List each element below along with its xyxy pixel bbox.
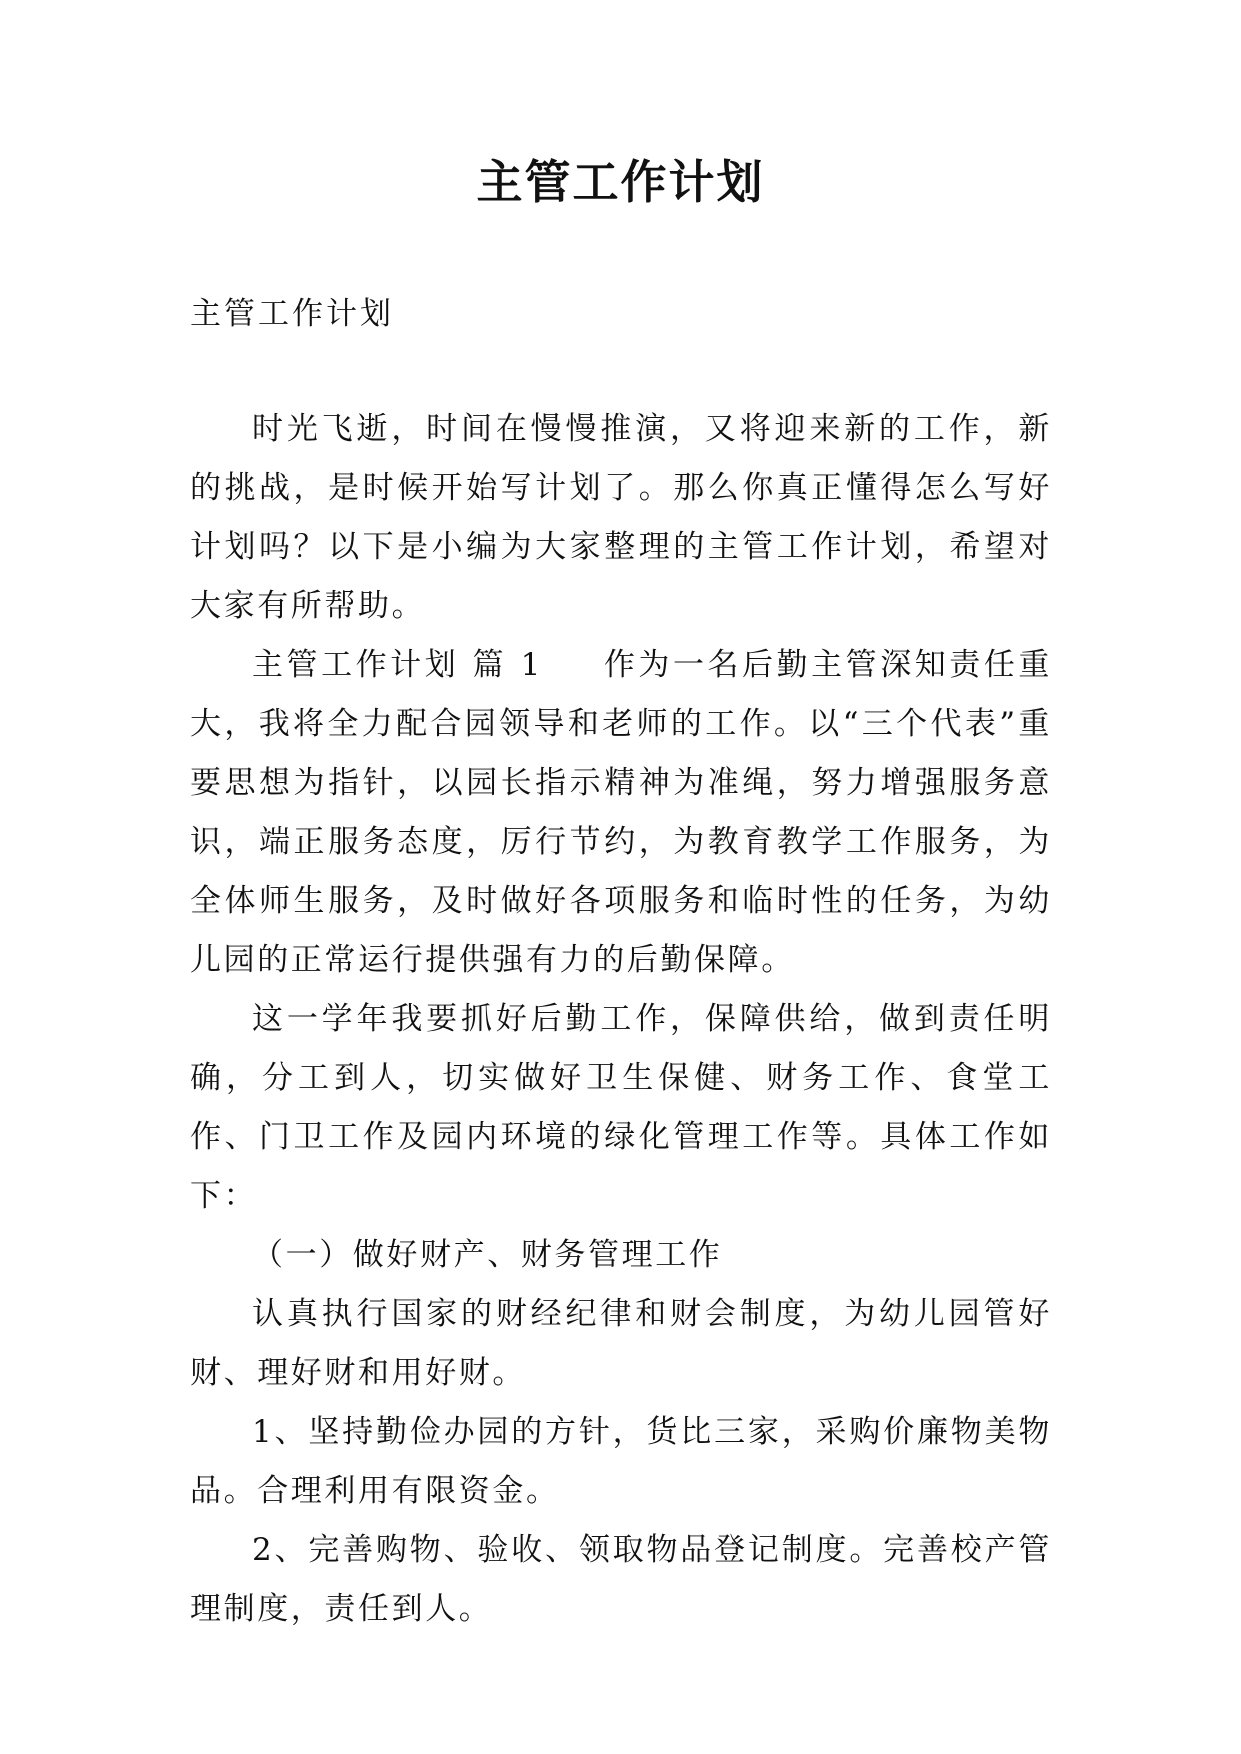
list-item: 1、坚持勤俭办园的方针，货比三家，采购价廉物美物品。合理利用有限资金。 (190, 1414, 1052, 1509)
chapter-text: 作为一名后勤主管深知责任重大，我将全力配合园领导和老师的工作。以“三个代表”重要思想为指针，以园长指示精神为准绳，努力增强服务意识，端正服务态度，厉行节约，为教育教学工作服务，为全体师生服务，及时做好各项服务和临时性的任务，为幼儿园的正常运行提供强有力的后勤保障。 (190, 647, 1052, 978)
chapter-label: 主管工作计划 篇 1 (252, 647, 543, 683)
section-heading: （一）做好财产、财务管理工作 (252, 1237, 723, 1273)
list-item: 2、完善购物、验收、领取物品登记制度。完善校产管理制度，责任到人。 (190, 1532, 1052, 1627)
chapter-paragraph (190, 636, 1052, 990)
body-paragraph: 这一学年我要抓好后勤工作，保障供给，做到责任明确，分工到人，切实做好卫生保健、财务工作、食堂工作、门卫工作及园内环境的绿化管理工作等。具体工作如下： (190, 1001, 1052, 1214)
body-paragraph: 认真执行国家的财经纪律和财会制度，为幼儿园管好财、理好财和用好财。 (190, 1296, 1052, 1391)
intro-paragraph: 时光飞逝，时间在慢慢推演，又将迎来新的工作，新的挑战，是时候开始写计划了。那么你真正懂得怎么写好计划吗？以下是小编为大家整理的主管工作计划，希望对大家有所帮助。 (190, 411, 1052, 624)
document-body (190, 400, 1052, 1639)
document-title: 主管工作计划 (476, 155, 765, 209)
document-subtitle: 主管工作计划 (190, 296, 394, 332)
